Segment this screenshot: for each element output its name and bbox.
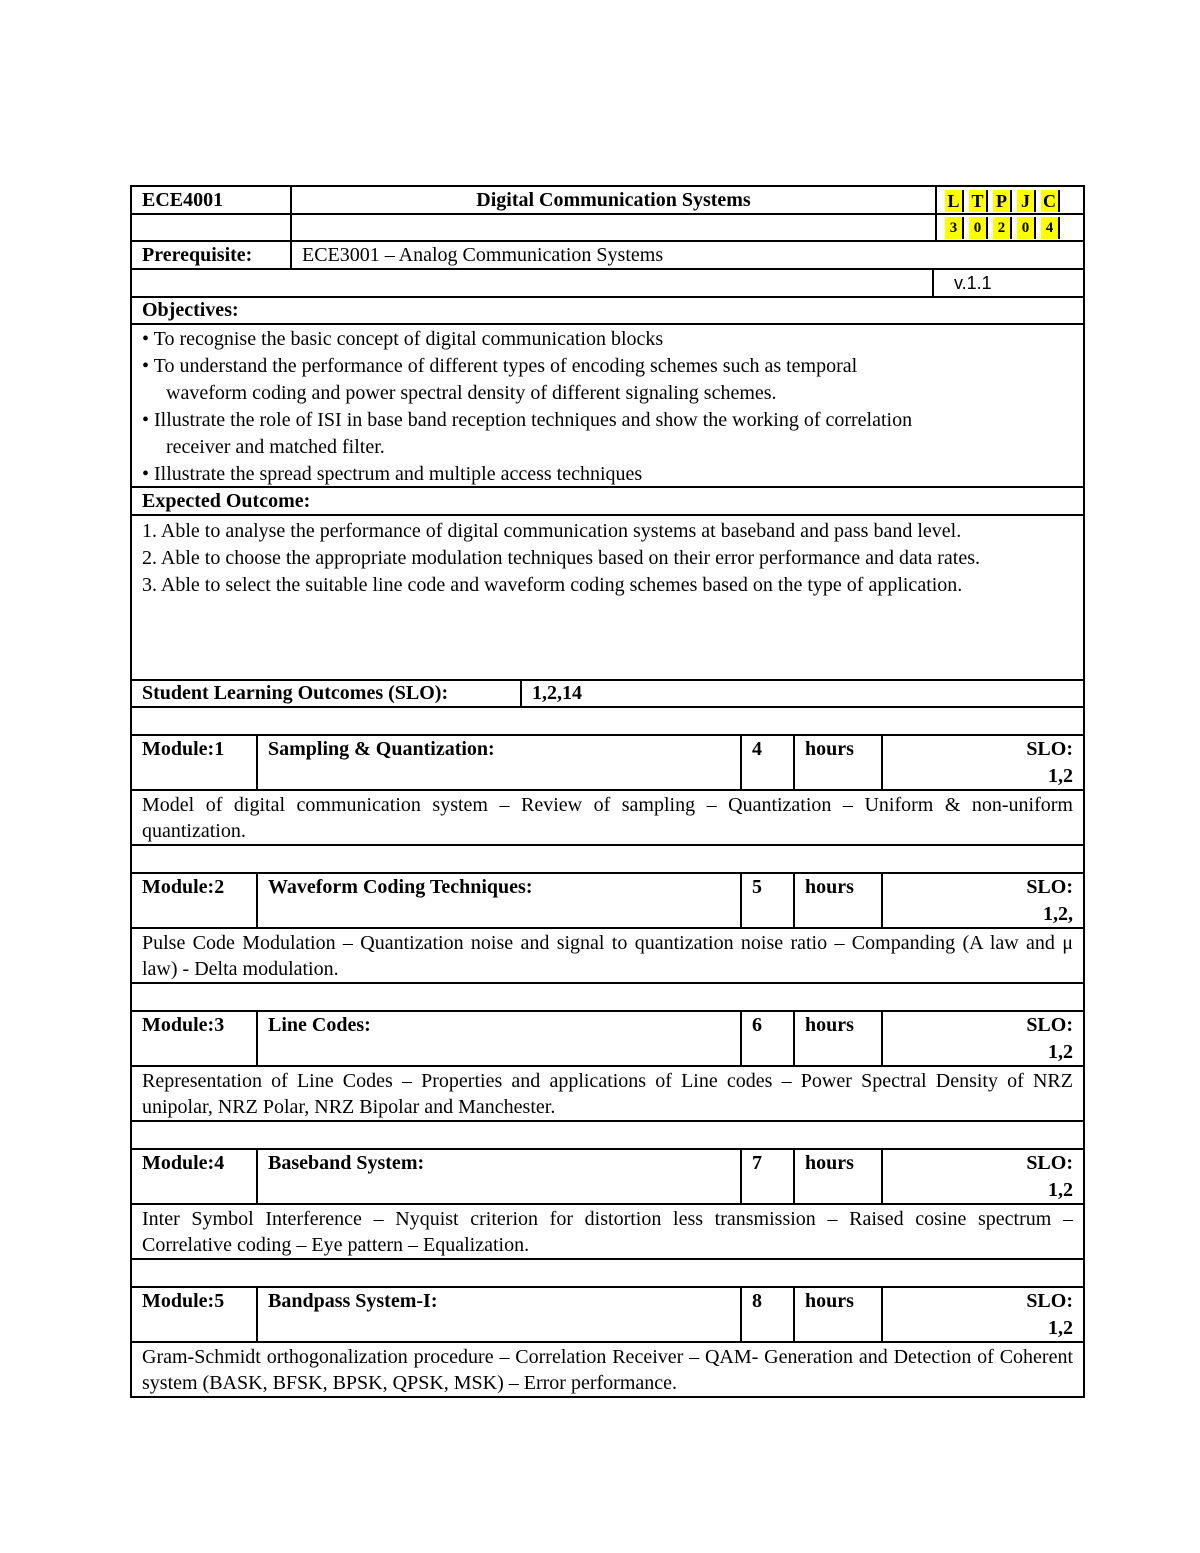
module-content: Inter Symbol Interference – Nyquist criterion for distortion less transmission – Raised cosine spectrum – Correlative coding – Eye pattern – Equalization. xyxy=(142,1208,1073,1256)
module-slo-value: 1,2 xyxy=(1048,1041,1073,1063)
outcome-content xyxy=(130,516,1085,681)
outcome-label: Expected Outcome: xyxy=(142,490,311,512)
course-title: Digital Communication Systems xyxy=(290,187,935,213)
module-hours-label: hours xyxy=(793,1012,881,1065)
module-slo-value: 1,2 xyxy=(1048,1179,1073,1201)
objective-item: • To recognise the basic concept of digital communication blocks xyxy=(142,328,664,350)
objective-item: • To understand the performance of different types of encoding schemes such as temporal xyxy=(142,355,858,377)
module-slo-label: SLO: xyxy=(1026,738,1073,760)
ltpjc-j: J xyxy=(1017,190,1036,212)
module-title: Bandpass System-I: xyxy=(256,1288,740,1341)
outcome-item: 2. Able to choose the appropriate modulation techniques based on their error performance and data rates. xyxy=(142,547,981,569)
module-header-row xyxy=(130,1012,1085,1067)
module-slo-label: SLO: xyxy=(1026,876,1073,898)
ltpjc-c-value: 4 xyxy=(1041,217,1060,239)
ltpjc-values xyxy=(935,215,1083,240)
module-hours-value: 7 xyxy=(740,1150,793,1203)
module-header-row xyxy=(130,874,1085,929)
ltpjc-header xyxy=(935,187,1083,213)
objectives-label-row xyxy=(130,298,1085,325)
module-title: Waveform Coding Techniques: xyxy=(256,874,740,927)
module-spacer xyxy=(130,1122,1085,1150)
module-hours-value: 8 xyxy=(740,1288,793,1341)
modules xyxy=(130,708,1085,1398)
outcome-label-row xyxy=(130,488,1085,516)
ltpjc-j-value: 0 xyxy=(1017,217,1036,239)
module-slo-value: 1,2 xyxy=(1048,765,1073,787)
module-content-row xyxy=(130,791,1085,846)
module-hours-label: hours xyxy=(793,874,881,927)
module-content: Model of digital communication system – Review of sampling – Quantization – Uniform & non-uniform quantization. xyxy=(142,794,1073,842)
module-label: Module:3 xyxy=(142,1014,225,1036)
objective-item-cont: receiver and matched filter. xyxy=(166,436,385,458)
module-content: Pulse Code Modulation – Quantization noise and signal to quantization noise ratio – Companding (A law and μ law) - Delta modulation. xyxy=(142,932,1073,980)
slo-value: 1,2,14 xyxy=(520,681,1083,706)
module-spacer xyxy=(130,1260,1085,1288)
ltpjc-p-value: 2 xyxy=(993,217,1012,239)
ltpjc-values-row xyxy=(130,215,1085,242)
objectives-label: Objectives: xyxy=(142,299,239,321)
module-slo xyxy=(881,1012,1083,1065)
prerequisite-label: Prerequisite: xyxy=(142,244,253,266)
module-header-row xyxy=(130,1150,1085,1205)
module-hours-label: hours xyxy=(793,736,881,789)
module-hours-value: 4 xyxy=(740,736,793,789)
ltpjc-t: T xyxy=(969,190,988,212)
module-content-row xyxy=(130,929,1085,984)
objective-item: • Illustrate the spread spectrum and multiple access techniques xyxy=(142,463,643,485)
module-label: Module:4 xyxy=(142,1152,225,1174)
module-label: Module:1 xyxy=(142,738,225,760)
module-slo-label: SLO: xyxy=(1026,1152,1073,1174)
module-slo-label: SLO: xyxy=(1026,1014,1073,1036)
module-content-row xyxy=(130,1067,1085,1122)
prerequisite-row xyxy=(130,242,1085,270)
module-content-row xyxy=(130,1205,1085,1260)
module-content-row xyxy=(130,1343,1085,1398)
module-slo xyxy=(881,1288,1083,1341)
module-hours-value: 5 xyxy=(740,874,793,927)
module-spacer xyxy=(130,984,1085,1012)
module-slo xyxy=(881,736,1083,789)
outcome-item: 3. Able to select the suitable line code and waveform coding schemes based on the type of application. xyxy=(142,574,963,596)
ltpjc-l-value: 3 xyxy=(945,217,964,239)
syllabus-table xyxy=(130,185,1085,1398)
module-content: Representation of Line Codes – Properties and applications of Line codes – Power Spectral Density of NRZ unipolar, NRZ Polar, NRZ Bipolar and Manchester. xyxy=(142,1070,1073,1118)
module-slo xyxy=(881,1150,1083,1203)
ltpjc-l: L xyxy=(945,190,964,212)
ltpjc-p: P xyxy=(993,190,1012,212)
module-slo-value: 1,2, xyxy=(1043,903,1073,925)
course-code: ECE4001 xyxy=(142,189,224,211)
ltpjc-c: C xyxy=(1041,190,1060,212)
module-label: Module:2 xyxy=(142,876,225,898)
module-slo-value: 1,2 xyxy=(1048,1317,1073,1339)
version-row xyxy=(130,270,1085,298)
module-hours-label: hours xyxy=(793,1150,881,1203)
slo-label: Student Learning Outcomes (SLO): xyxy=(142,682,449,704)
module-title: Sampling & Quantization: xyxy=(256,736,740,789)
module-content: Gram-Schmidt orthogonalization procedure – Correlation Receiver – QAM- Generation and Detection of Coherent system (BASK, BFSK, BPSK, QPSK, MSK) – Error performance. xyxy=(142,1346,1073,1394)
prerequisite-value: ECE3001 – Analog Communication Systems xyxy=(290,242,1083,268)
module-title: Line Codes: xyxy=(256,1012,740,1065)
version: v.1.1 xyxy=(932,270,1083,296)
objective-item: • Illustrate the role of ISI in base band reception techniques and show the working of correlation xyxy=(142,409,913,431)
objectives-content xyxy=(130,325,1085,488)
module-header-row xyxy=(130,736,1085,791)
ltpjc-t-value: 0 xyxy=(969,217,988,239)
module-title: Baseband System: xyxy=(256,1150,740,1203)
module-label: Module:5 xyxy=(142,1290,225,1312)
module-spacer xyxy=(130,708,1085,736)
module-hours-label: hours xyxy=(793,1288,881,1341)
module-header-row xyxy=(130,1288,1085,1343)
module-hours-value: 6 xyxy=(740,1012,793,1065)
slo-row xyxy=(130,681,1085,708)
outcome-item: 1. Able to analyse the performance of digital communication systems at baseband and pass band level. xyxy=(142,520,962,542)
module-spacer xyxy=(130,846,1085,874)
objective-item-cont: waveform coding and power spectral density of different signaling schemes. xyxy=(166,382,777,404)
module-slo-label: SLO: xyxy=(1026,1290,1073,1312)
module-slo xyxy=(881,874,1083,927)
course-header-row xyxy=(130,185,1085,215)
